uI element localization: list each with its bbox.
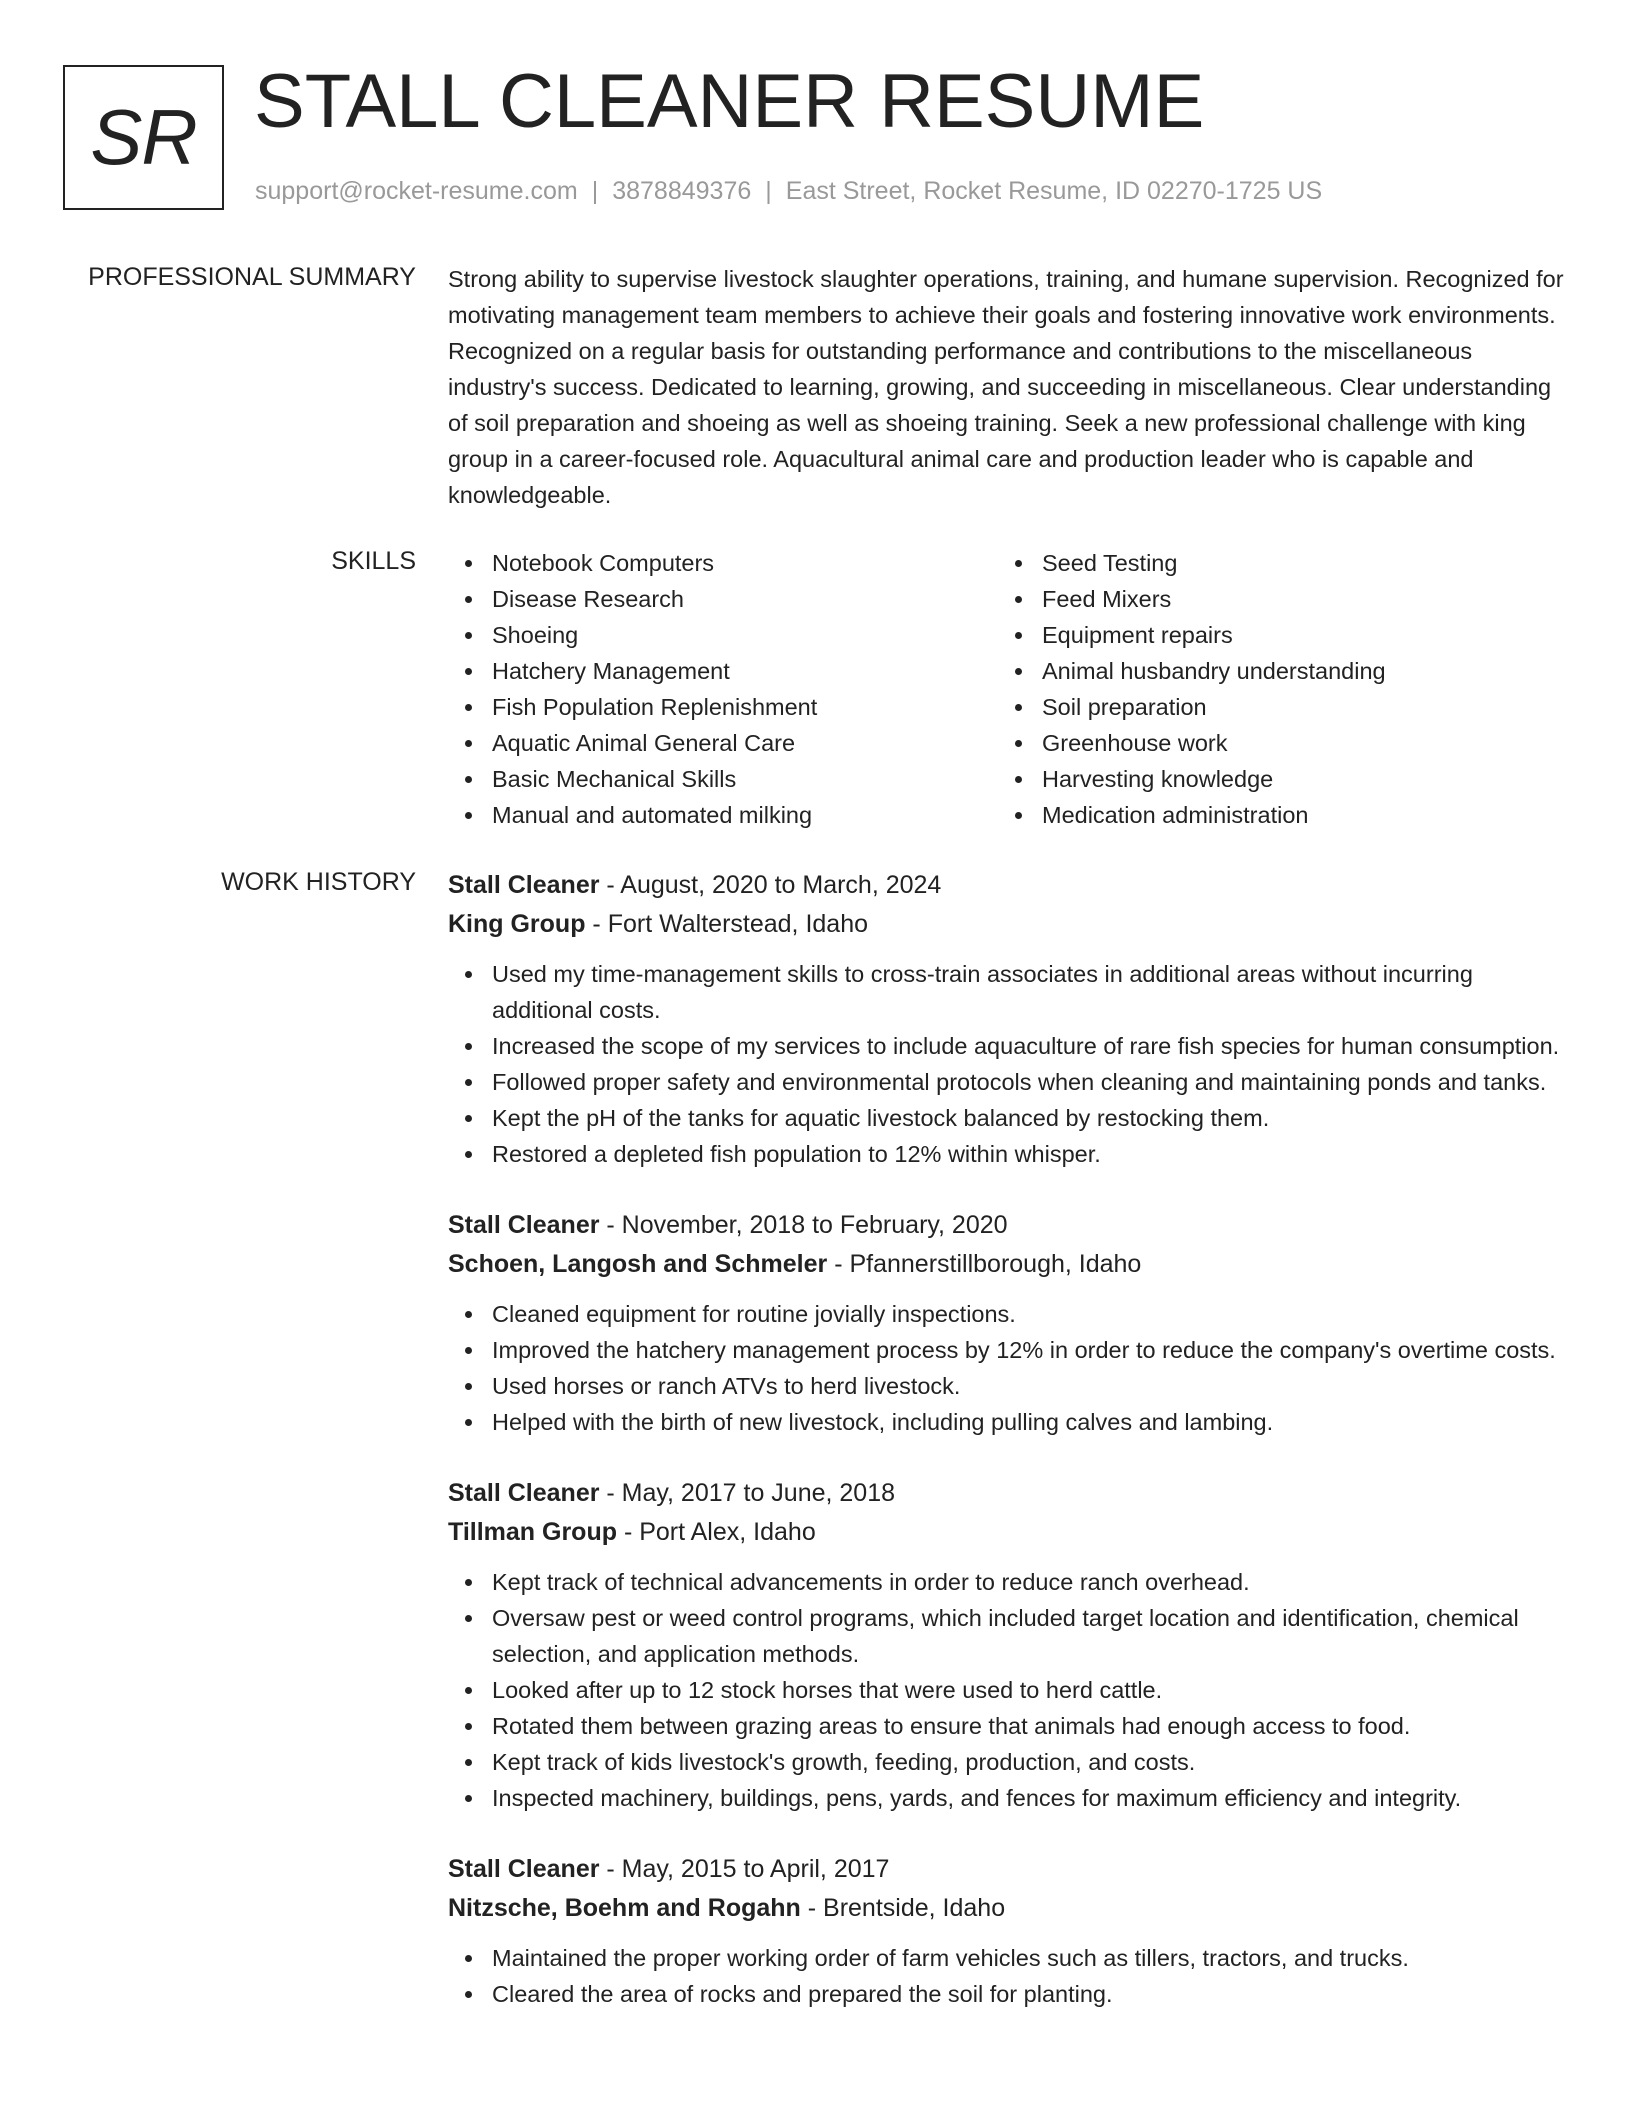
job-bullet: Inspected machinery, buildings, pens, yards, and fences for maximum efficiency and integrity. (448, 1780, 1568, 1816)
job-bullet: Used horses or ranch ATVs to herd livestock. (448, 1368, 1568, 1404)
job-entry (448, 866, 1568, 1172)
job-dates: - May, 2017 to June, 2018 (599, 1479, 896, 1507)
job-bullets (448, 1940, 1568, 2012)
job-title-line (448, 866, 1568, 905)
job-entry (448, 1474, 1568, 1816)
job-company-line (448, 1245, 1568, 1284)
job-company-line (448, 905, 1568, 944)
summary-text: Strong ability to supervise livestock slaughter operations, training, and humane supervision. Recognized for motivating management team members to achieve their goals and fostering innovative work environments. Recognized on a regular basis for outstanding performance and contributions to the miscellaneous industry's success. Dedicated to learning, growing, and succeeding in miscellaneous. Clear understanding of soil preparation and shoeing as well as shoeing training. Seek a new professional challenge with king group in a career-focused role. Aquacultural animal care and production leader who is capable and knowledgeable. (448, 266, 1564, 508)
work-heading: WORK HISTORY (221, 868, 416, 896)
contact-email[interactable]: support@rocket-resume.com (255, 177, 578, 205)
job-dates: - November, 2018 to February, 2020 (599, 1211, 1008, 1239)
skills-heading: SKILLS (331, 547, 416, 575)
skill-item: Shoeing (448, 617, 998, 653)
skill-item: Medication administration (998, 797, 1548, 833)
skill-item: Hatchery Management (448, 653, 998, 689)
job-title: Stall Cleaner (448, 871, 600, 899)
job-bullet: Cleaned equipment for routine jovially inspections. (448, 1296, 1568, 1332)
contact-line (255, 176, 1322, 206)
job-location: - Port Alex, Idaho (617, 1518, 816, 1546)
job-title-line (448, 1850, 1568, 1889)
job-dates: - August, 2020 to March, 2024 (599, 871, 942, 899)
skill-item: Notebook Computers (448, 545, 998, 581)
skill-item: Fish Population Replenishment (448, 689, 998, 725)
job-location: - Pfannerstillborough, Idaho (827, 1250, 1142, 1278)
job-bullet: Oversaw pest or weed control programs, which included target location and identification, chemical selection, and application methods. (448, 1600, 1568, 1672)
skill-item: Harvesting knowledge (998, 761, 1548, 797)
job-company-line (448, 1889, 1568, 1928)
job-bullet: Improved the hatchery management process by 12% in order to reduce the company's overtime costs. (448, 1332, 1568, 1368)
job-company: Tillman Group (448, 1518, 617, 1546)
monogram-logo: SR (63, 65, 224, 210)
job-title: Stall Cleaner (448, 1479, 600, 1507)
contact-address: East Street, Rocket Resume, ID 02270-1725 US (785, 177, 1323, 205)
summary-heading: PROFESSIONAL SUMMARY (88, 263, 416, 291)
contact-separator: | (591, 177, 599, 205)
job-bullet: Restored a depleted fish population to 12% within whisper. (448, 1136, 1568, 1172)
skill-item: Disease Research (448, 581, 998, 617)
job-title: Stall Cleaner (448, 1211, 600, 1239)
job-title-line (448, 1474, 1568, 1513)
skill-item: Aquatic Animal General Care (448, 725, 998, 761)
jobs-list (448, 866, 1568, 2046)
job-location: - Fort Walterstead, Idaho (585, 910, 869, 938)
job-bullet: Followed proper safety and environmental protocols when cleaning and maintaining ponds and tanks. (448, 1064, 1568, 1100)
job-entry (448, 1850, 1568, 2012)
job-location: - Brentside, Idaho (800, 1894, 1006, 1922)
skill-item: Feed Mixers (998, 581, 1548, 617)
job-bullet: Maintained the proper working order of farm vehicles such as tillers, tractors, and trucks. (448, 1940, 1568, 1976)
job-title-line (448, 1206, 1568, 1245)
job-dates: - May, 2015 to April, 2017 (599, 1855, 890, 1883)
job-bullet: Looked after up to 12 stock horses that were used to herd cattle. (448, 1672, 1568, 1708)
contact-phone[interactable]: 3878849376 (612, 177, 752, 205)
job-company: King Group (448, 910, 586, 938)
skill-item: Basic Mechanical Skills (448, 761, 998, 797)
job-bullet: Used my time-management skills to cross-train associates in additional areas without incurring additional costs. (448, 956, 1568, 1028)
skill-item: Soil preparation (998, 689, 1548, 725)
job-bullets (448, 956, 1568, 1172)
resume-title: STALL CLEANER RESUME (254, 59, 1205, 144)
job-bullet: Rotated them between grazing areas to ensure that animals had enough access to food. (448, 1708, 1568, 1744)
job-entry (448, 1206, 1568, 1440)
job-company: Schoen, Langosh and Schmeler (448, 1250, 828, 1278)
job-bullet: Cleared the area of rocks and prepared the soil for planting. (448, 1976, 1568, 2012)
skill-item: Manual and automated milking (448, 797, 998, 833)
skill-item: Seed Testing (998, 545, 1548, 581)
job-bullets (448, 1296, 1568, 1440)
contact-separator: | (765, 177, 772, 205)
job-bullets (448, 1564, 1568, 1816)
job-company-line (448, 1513, 1568, 1552)
skills-list-right (998, 545, 1548, 833)
job-title: Stall Cleaner (448, 1855, 600, 1883)
job-company: Nitzsche, Boehm and Rogahn (448, 1894, 801, 1922)
job-bullet: Helped with the birth of new livestock, including pulling calves and lambing. (448, 1404, 1568, 1440)
skill-item: Greenhouse work (998, 725, 1548, 761)
skill-item: Animal husbandry understanding (998, 653, 1548, 689)
skills-list-left (448, 545, 998, 833)
job-bullet: Increased the scope of my services to include aquaculture of rare fish species for human consumption. (448, 1028, 1568, 1064)
job-bullet: Kept the pH of the tanks for aquatic livestock balanced by restocking them. (448, 1100, 1568, 1136)
skill-item: Equipment repairs (998, 617, 1548, 653)
job-bullet: Kept track of technical advancements in order to reduce ranch overhead. (448, 1564, 1568, 1600)
job-bullet: Kept track of kids livestock's growth, feeding, production, and costs. (448, 1744, 1568, 1780)
